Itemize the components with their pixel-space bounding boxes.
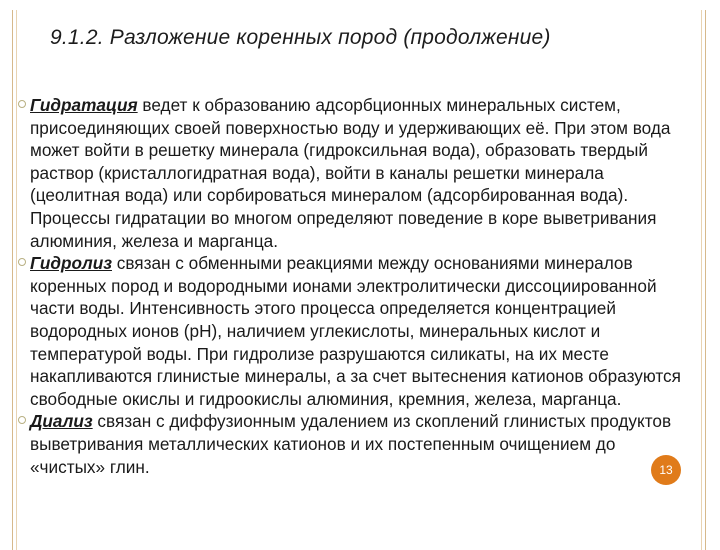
bullet-body-dialysis: связан с диффузионным удалением из скоплений глинистых продуктов выветривания металлических катионов и их постепенным очищением до «чистых» глин.: [30, 411, 672, 477]
bullet-dialysis: [18, 410, 698, 478]
bullet-hydration: [18, 94, 698, 252]
bullet-marker-icon: [18, 258, 26, 266]
term-hydrolysis: Гидролиз: [30, 253, 112, 274]
bullet-body-hydrolysis: связан с обменными реакциями между основаниями минералов коренных пород и водородными ионами электролитически диссоциированной части воды. Интенсивность этого процесса определяется концентрацией водородных ионов (рН), наличием углекислоты, минеральных кислот и температурой воды. При гидролизе разрушаются силикаты, на их месте накапливаются глинистые минералы, а за счет вытеснения катионов образуются свободные окислы и гидроокислы алюминия, кремния, железа, марганца.: [30, 253, 681, 409]
bullet-list: [18, 94, 698, 478]
term-dialysis: Диализ: [30, 411, 93, 432]
page-number-badge: 13: [651, 455, 681, 485]
bullet-marker-icon: [18, 416, 26, 424]
term-hydration: Гидратация: [30, 95, 138, 115]
bullet-marker-icon: [18, 100, 26, 108]
bullet-text: [30, 252, 690, 410]
bullet-text: [30, 94, 690, 252]
bullet-text: [30, 410, 690, 478]
slide-title: 9.1.2. Разложение коренных пород (продолжение): [50, 26, 551, 49]
bullet-hydrolysis: [18, 252, 698, 410]
bullet-body-hydration: ведет к образованию адсорбционных минеральных систем, присоединяющих своей поверхностью воду и удерживающих её. При этом вода может войти в решетку минерала (гидроксильная вода), образовать твердый раствор (кристаллогидратная вода), войти в каналы решетки минерала (цеолитная вода) или сорбироваться минералом (адсорбированная вода). Процессы гидратации во многом определяют поведение в коре выветривания алюминия, железа и марганца.: [30, 95, 671, 251]
